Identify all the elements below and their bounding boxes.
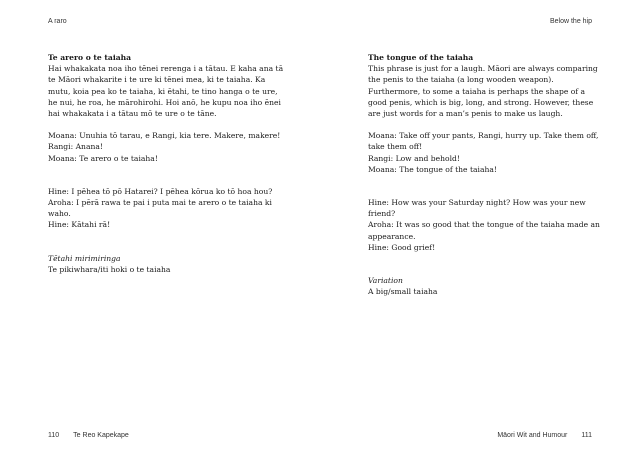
dialogue-line: Aroha: It was so good that the tongue of the taiaha made an appearance. <box>368 220 600 241</box>
dialogue-line: Aroha: I pērā rawa te pai i puta mai te arero o te taiaha ki waho. <box>48 198 272 219</box>
variation-label: Variation <box>368 276 403 286</box>
page-number: 110 <box>48 432 60 439</box>
footer-right <box>497 432 592 439</box>
section-heading: Te arero o te taiaha <box>48 53 132 62</box>
dialogue-line: Moana: Unuhia tō tarau, e Rangi, kia tere. Makere, makere! <box>48 131 281 141</box>
dialogue-line: Rangi: Anana! <box>48 142 103 152</box>
dialogue-line: Moana: Te arero o te taiaha! <box>48 153 158 163</box>
variation-label: Tētahi mirimiringa <box>48 253 121 263</box>
book-title: Māori Wit and Humour <box>497 432 568 439</box>
section-heading: The tongue of the taiaha <box>368 53 474 62</box>
dialogue-line: Hine: Good grief! <box>368 242 436 252</box>
variation-text: A big/small taiaha <box>368 287 438 297</box>
right-page-body <box>368 52 606 297</box>
running-head-right: Below the hip <box>549 18 592 25</box>
left-page-body <box>48 52 286 275</box>
variation-text: Te pikiwhara/iti hoki o te taiaha <box>48 264 171 274</box>
right-page <box>320 0 640 454</box>
dialogue-line: Hine: Kātahi rā! <box>48 220 111 230</box>
dialogue-line: Hine: I pēhea tō pō Hatarei? I pēhea kōrua ko tō hoa hou? <box>48 186 273 196</box>
dialogue-line: Moana: Take off your pants, Rangi, hurry up. Take them off, take them off! <box>368 131 599 152</box>
book-title: Te Reo Kapekape <box>73 432 129 439</box>
intro-paragraph: This phrase is just for a laugh. Māori are always comparing the penis to the taiaha (a long wooden weapon). Furthermore, to some a taiaha is perhaps the shape of a good penis, which is big, long, and strong. However, these are just words for a man’s penis to make us laugh. <box>368 64 598 119</box>
page-number: 111 <box>581 432 592 439</box>
dialogue-line: Rangi: Low and behold! <box>368 153 460 163</box>
dialogue-line: Hine: How was your Saturday night? How was your new friend? <box>368 198 586 219</box>
dialogue-line: Moana: The tongue of the taiaha! <box>368 164 497 174</box>
intro-paragraph: Hai whakakata noa iho tēnei rerenga i a tātau. E kaha ana tā te Māori whakarite i te ure ki tēnei mea, ki te taiaha. Ka mutu, koia pea ko te taiaha, ki ētahi, te tino hanga o te ure, he nui, he roa, he mārohirohi. Hoi anō, he kupu noa iho ēnei hai whakakata i a tātau mō te ure o te tāne. <box>48 64 284 119</box>
footer-left <box>48 432 129 439</box>
running-head-left: A raro <box>48 18 67 25</box>
